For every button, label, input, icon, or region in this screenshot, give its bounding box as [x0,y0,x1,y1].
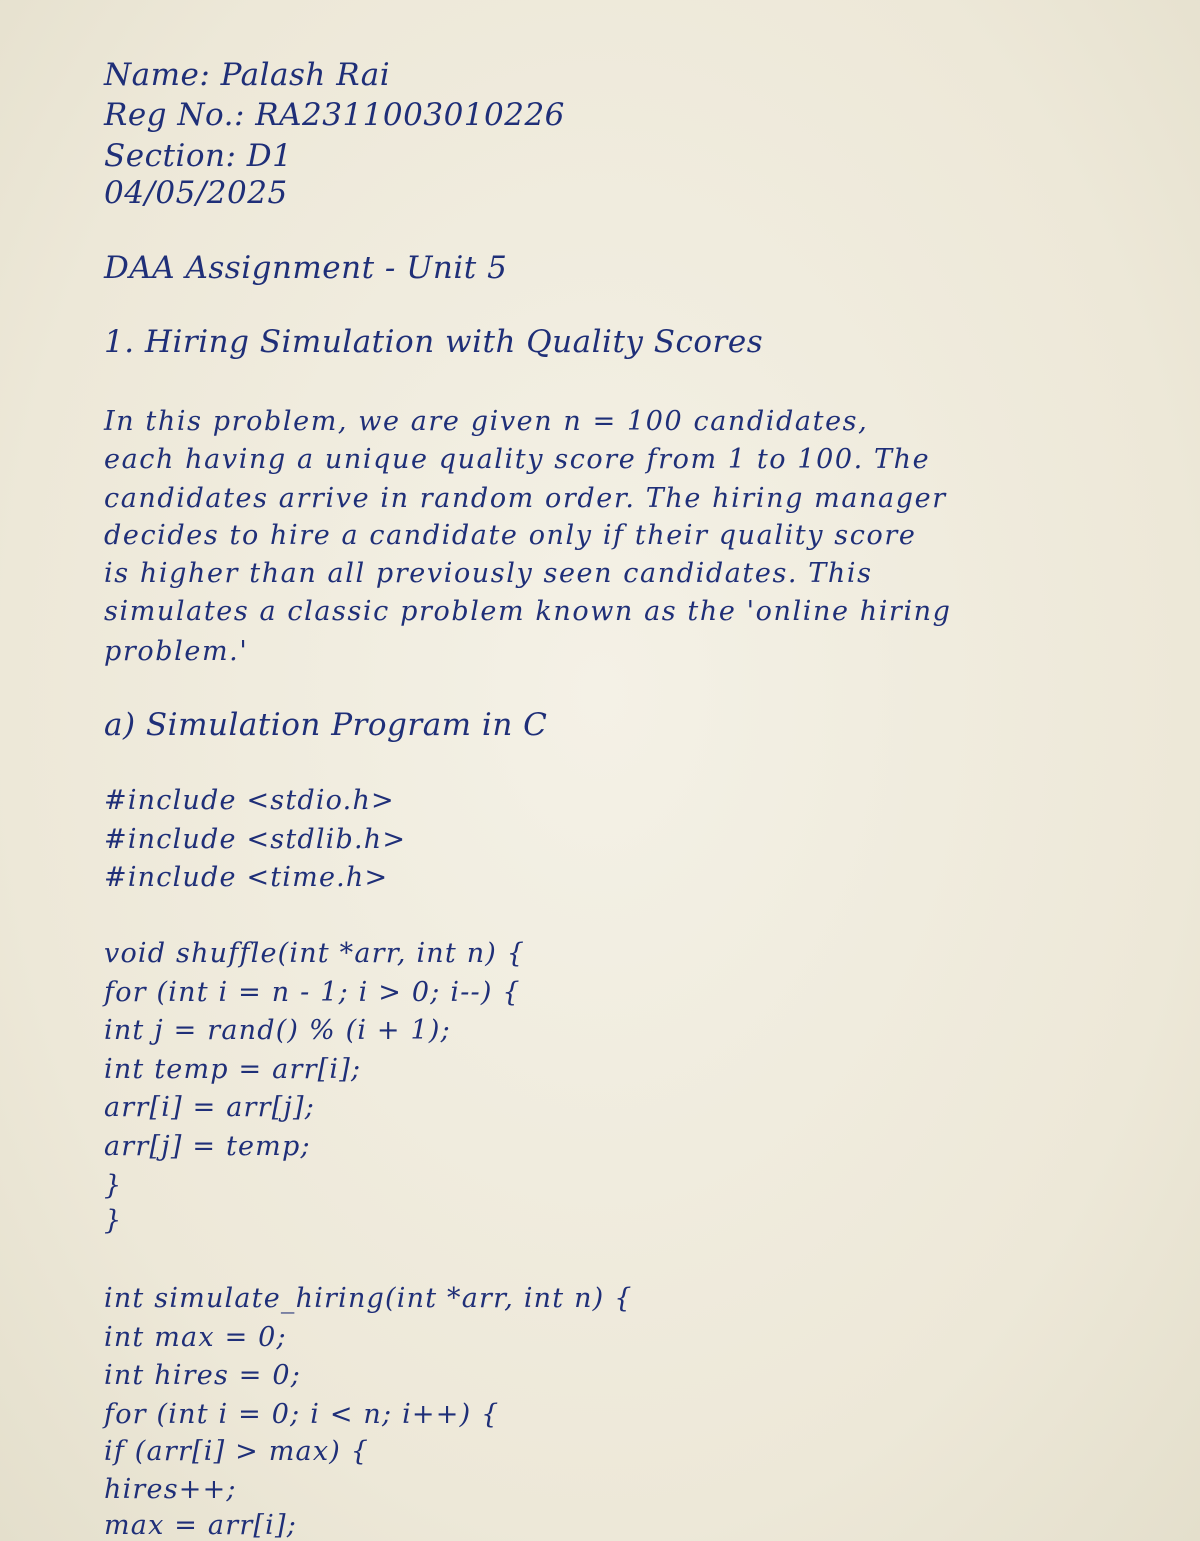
code-line: if (arr[i] > max) { [104,1436,370,1467]
code-include: #include <stdlib.h> [104,824,407,855]
code-line: void shuffle(int *arr, int n) { [104,938,526,969]
code-line: arr[j] = temp; [104,1131,311,1162]
code-line: for (int i = 0; i < n; i++) { [104,1399,500,1430]
date: 04/05/2025 [104,175,288,211]
assignment-title: DAA Assignment - Unit 5 [104,250,508,286]
section: Section: D1 [104,138,293,174]
paragraph-line: simulates a classic problem known as the 'online hiring [104,596,952,627]
code-include: #include <stdio.h> [104,785,395,816]
paragraph-line: problem.' [104,636,249,667]
code-line: int max = 0; [104,1322,287,1353]
paragraph-line: In this problem, we are given n = 100 candidates, [104,406,869,437]
code-line: max = arr[i]; [104,1510,298,1541]
subheading: a) Simulation Program in C [104,707,548,743]
student-name: Name: Palash Rai [104,57,391,93]
code-line: int hires = 0; [104,1360,302,1391]
code-line: } [104,1205,123,1236]
paragraph-line: decides to hire a candidate only if their quality score [104,520,917,551]
paragraph-line: each having a unique quality score from 1 to 100. The [104,444,931,475]
code-line: int simulate_hiring(int *arr, int n) { [104,1283,633,1314]
code-line: arr[i] = arr[j]; [104,1092,316,1123]
code-include: #include <time.h> [104,862,389,893]
code-line: hires++; [104,1474,237,1505]
code-line: int j = rand() % (i + 1); [104,1015,451,1046]
code-line: int temp = arr[i]; [104,1054,362,1085]
paragraph-line: is higher than all previously seen candidates. This [104,558,873,589]
code-line: } [104,1170,123,1201]
question-title: 1. Hiring Simulation with Quality Scores [104,324,764,360]
registration-number: Reg No.: RA2311003010226 [104,97,565,133]
paragraph-line: candidates arrive in random order. The hiring manager [104,483,947,514]
code-line: for (int i = n - 1; i > 0; i--) { [104,977,521,1008]
